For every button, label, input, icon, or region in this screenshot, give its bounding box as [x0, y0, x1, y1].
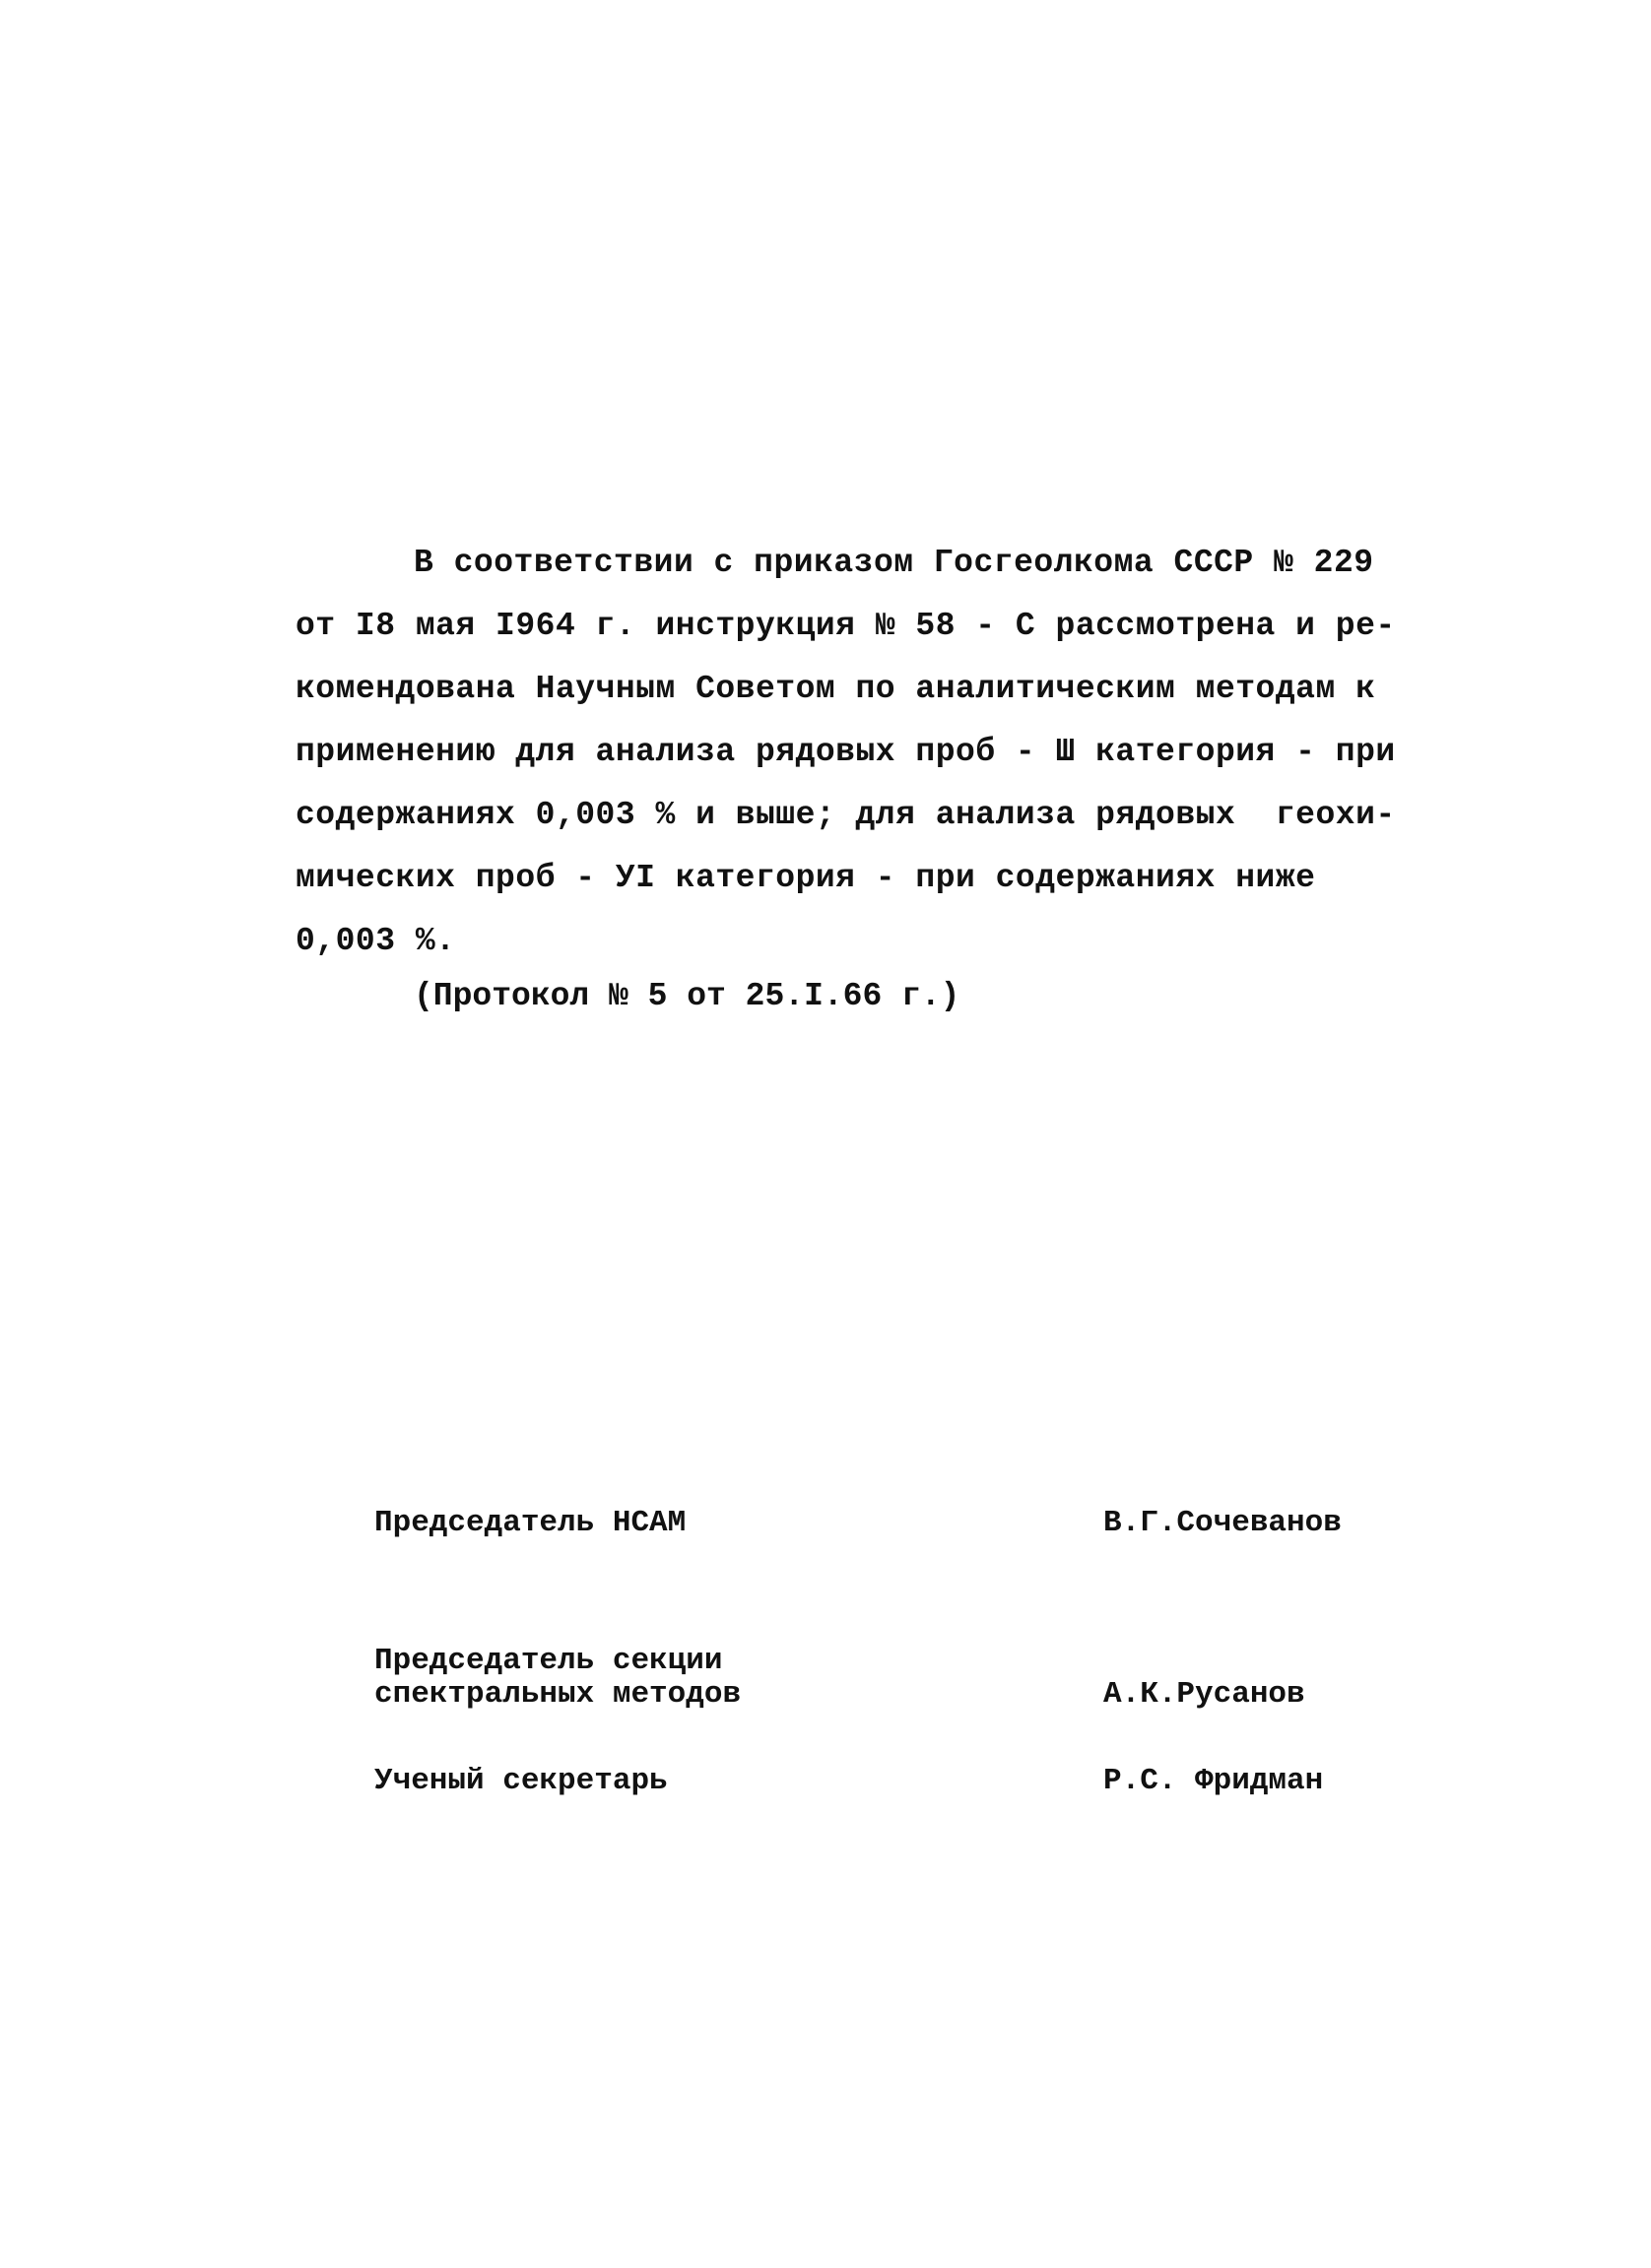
signature-row-secretary	[374, 1765, 1359, 1844]
resolution-line: В соответствии с приказом Госгеолкома СССР № 229	[414, 545, 1374, 581]
signature-row-chairman	[374, 1507, 1359, 1586]
signatory-role-line: спектральных методов	[374, 1677, 742, 1712]
protocol-reference: (Протокол № 5 от 25.I.66 г.)	[414, 978, 960, 1014]
signatory-role	[374, 1645, 741, 1712]
resolution-line: применению для анализа рядовых проб - Ш категория - при	[296, 734, 1396, 770]
signatory-role: Ученый секретарь	[374, 1764, 668, 1798]
resolution-line: комендована Научным Советом по аналитическим методам к	[296, 671, 1376, 707]
resolution-text	[296, 532, 1396, 973]
resolution-line: содержаниях 0,003 % и выше; для анализа рядовых геохи-	[296, 797, 1396, 833]
resolution-line: мических проб - УI категория - при содержаниях ниже	[296, 860, 1316, 896]
resolution-line: от I8 мая I964 г. инструкция № 58 - С рассмотрена и ре-	[296, 608, 1396, 644]
signatory-role: Председатель НСАМ	[374, 1506, 687, 1540]
signatory-name: В.Г.Сочеванов	[1103, 1506, 1342, 1540]
resolution-line: 0,003 %.	[296, 923, 456, 959]
signatory-role-line: Председатель секции	[374, 1644, 723, 1678]
signatory-name: Р.С. Фридман	[1103, 1764, 1324, 1798]
signatory-name: А.К.Русанов	[1103, 1677, 1305, 1712]
signature-row-section-chairman	[374, 1645, 1359, 1723]
